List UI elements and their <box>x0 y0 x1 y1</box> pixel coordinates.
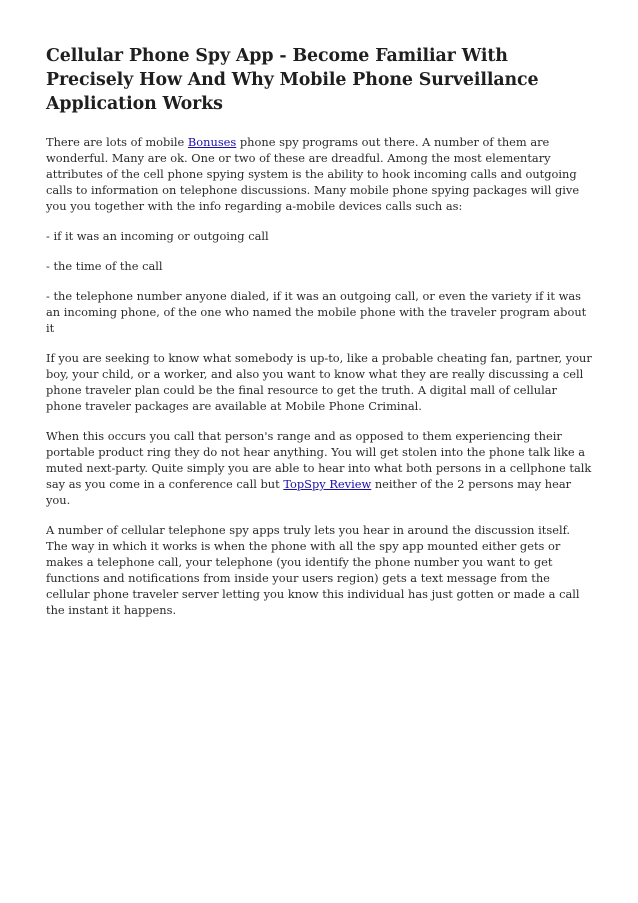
document-page <box>46 44 594 632</box>
paragraph-conference-text-start: When this occurs you call that person's range and as opposed to them experiencing their portable product ring they do not hear anything. You will get stolen into the phone talk like a muted next-party. Quite simply you are able to hear into what both persons in a cellphone talk say as you come in a conference call but <box>46 429 592 491</box>
list-item-incoming-outgoing: - if it was an incoming or outgoing call <box>46 229 269 243</box>
paragraph-spy-apps: A number of cellular telephone spy apps truly lets you hear in around the discussion itself. The way in which it works is when the phone with all the spy app mounted either gets or makes a telephone call, your telephone (you identify the phone number you want to get functions and notifications from inside your users region) gets a text message from the cellular phone traveler server letting you know this individual has just gotten or made a call the instant it happens. <box>46 523 580 617</box>
paragraph-seeking: If you are seeking to know what somebody is up-to, like a probable cheating fan, partner, your boy, your child, or a worker, and also you want to know what they are really discussing a cell phone traveler plan could be the final resource to get the truth. A digital mall of cellular phone traveler packages are available at Mobile Phone Criminal. <box>46 351 592 413</box>
bonuses-link[interactable]: Bonuses <box>187 135 237 149</box>
paragraph-conference <box>46 428 594 508</box>
paragraph-intro-text-start: There are lots of mobile <box>46 135 188 149</box>
paragraph-intro <box>46 134 594 214</box>
paragraph-conference-text-end: neither of the 2 persons may hear you. <box>46 477 572 507</box>
list-item-phone-number: - the telephone number anyone dialed, if it was an outgoing call, or even the variety if it was an incoming phone, of the one who named the mobile phone with the traveler program about it <box>46 289 587 335</box>
list-item-call-time: - the time of the call <box>46 259 163 273</box>
topspy-review-link[interactable]: TopSpy Review <box>283 477 372 491</box>
paragraph-intro-text-end: phone spy programs out there. A number of them are wonderful. Many are ok. One or two of these are dreadful. Among the most elementary attributes of the cell phone spying system is the ability to hook incoming calls and outgoing calls to information on telephone discussions. Many mobile phone spying packages will give you you together with the info regarding a-mobile devices calls such as: <box>46 135 580 213</box>
page-title: Cellular Phone Spy App - Become Familiar With Precisely How And Why Mobile Phone Surveillance Application Works <box>46 46 539 114</box>
